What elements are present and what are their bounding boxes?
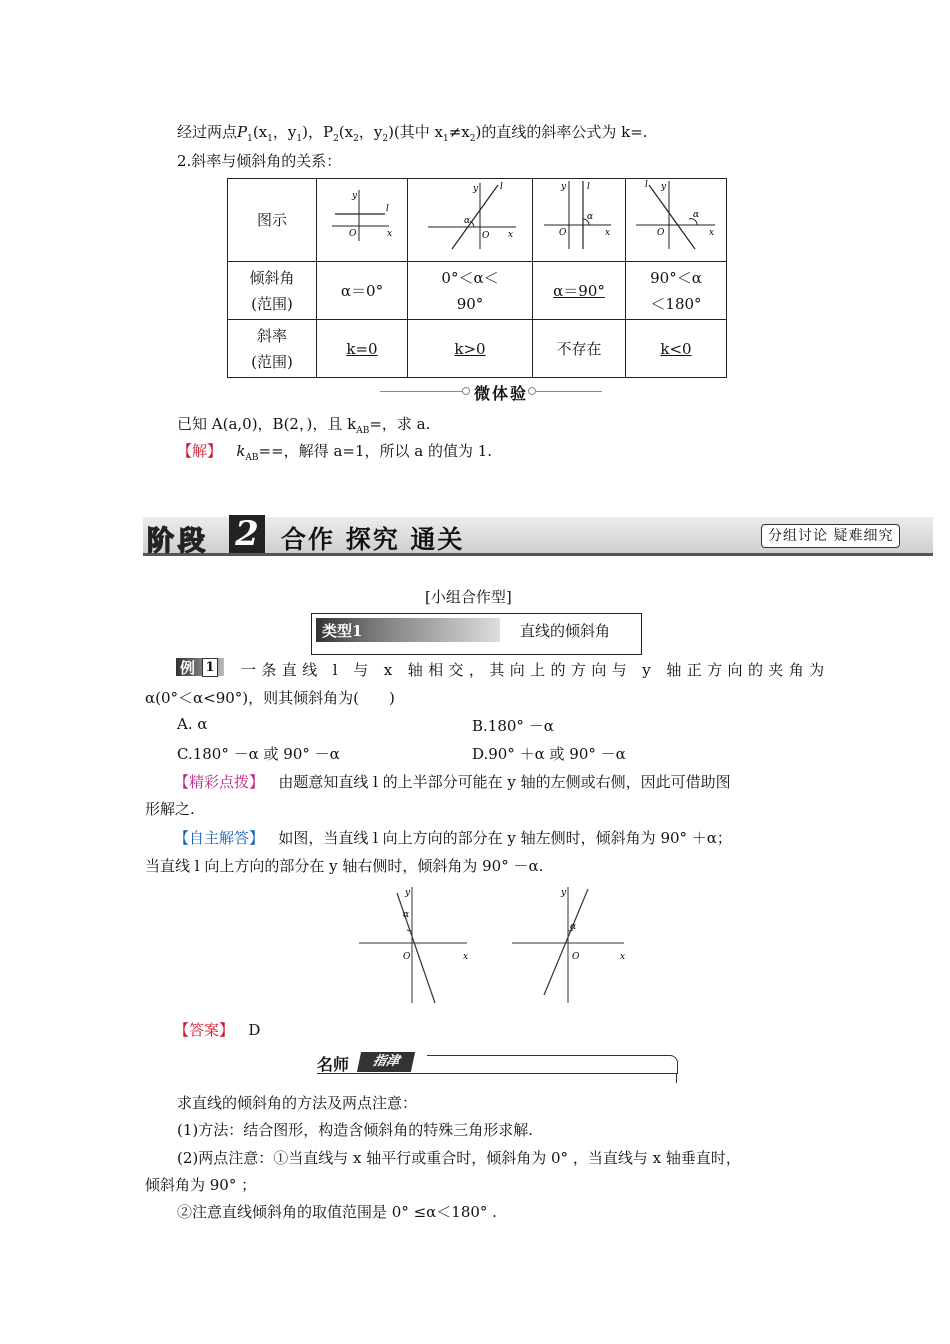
stage-number: 2 bbox=[229, 515, 265, 553]
hint-line2: 形解之. bbox=[145, 800, 195, 818]
stage-title: 合作 探究 通关 bbox=[281, 525, 465, 554]
svg-text:y: y bbox=[473, 184, 479, 194]
angle-obtuse: 90°＜α ＜180° bbox=[626, 262, 727, 320]
svg-text:O: O bbox=[657, 228, 665, 238]
micro-problem: 已知 A(a,0)，B(2，)，且 $k_{AB}=$，求 a. bbox=[177, 415, 431, 436]
svg-text:α: α bbox=[464, 216, 471, 226]
svg-text:O: O bbox=[559, 228, 567, 238]
relation-heading: 2.斜率与倾斜角的关系： bbox=[177, 152, 342, 170]
micro-title: 微体验 bbox=[474, 384, 529, 403]
svg-text:y: y bbox=[561, 888, 567, 898]
svg-text:α: α bbox=[570, 922, 577, 932]
svg-text:O: O bbox=[482, 231, 490, 241]
example-line2: α(0°＜α<90°)，则其倾斜角为( ) bbox=[145, 689, 395, 707]
option-b: B.180° －α bbox=[472, 717, 554, 735]
svg-text:x: x bbox=[463, 952, 469, 962]
option-a: A. α bbox=[177, 715, 208, 733]
type-box bbox=[311, 613, 642, 655]
hint-line1: 【精彩点拨】 由题意知直线 l 的上半部分可能在 y 轴的左侧或右侧，因此可借助图 bbox=[174, 773, 731, 791]
svg-text:O: O bbox=[403, 952, 411, 962]
svg-text:y: y bbox=[661, 182, 667, 192]
intro-formula-line: 经过两点$P_1(x_1$，$y_1$)，$P_2(x_2$，$y_2$)(其中 $x_1\ne x_2$)的直线的斜率公式为 k=. bbox=[177, 123, 648, 144]
svg-text:α: α bbox=[403, 910, 410, 920]
teacher-line1: 求直线的倾斜角的方法及两点注意： bbox=[177, 1094, 418, 1112]
solution-figure-right bbox=[508, 883, 628, 1008]
stage-tag: 分组讨论 疑难细究 bbox=[761, 524, 900, 548]
svg-text:x: x bbox=[605, 228, 611, 238]
svg-text:l: l bbox=[645, 180, 648, 190]
teacher-line5: ②注意直线倾斜角的取值范围是 0° ≤α＜180° . bbox=[177, 1203, 497, 1221]
figure-horizontal bbox=[317, 179, 408, 262]
svg-text:l: l bbox=[587, 182, 590, 192]
group-label: [小组合作型] bbox=[425, 588, 512, 606]
teacher-line3: (2)两点注意：①当直线与 x 轴平行或重合时，倾斜角为 0° ，当直线与 x 轴垂直时， bbox=[177, 1149, 741, 1167]
svg-text:α: α bbox=[587, 212, 594, 222]
option-c: C.180° －α 或 90° －α bbox=[177, 745, 340, 763]
row-header-figure: 图示 bbox=[228, 179, 317, 262]
row-header-angle: 倾斜角 (范围) bbox=[228, 262, 317, 320]
micro-divider bbox=[380, 381, 602, 401]
teacher-tag2: 指津 bbox=[357, 1052, 415, 1072]
slope-negative: k<0 bbox=[626, 320, 727, 378]
angle-acute: 0°＜α＜ 90° bbox=[408, 262, 533, 320]
angle-right: α＝90° bbox=[533, 262, 626, 320]
type-title: 直线的倾斜角 bbox=[520, 622, 611, 640]
figure-acute bbox=[408, 179, 533, 262]
solution-line1: 【自主解答】 如图，当直线 l 向上方向的部分在 y 轴左侧时，倾斜角为 90° ＋α； bbox=[174, 829, 732, 847]
svg-text:x: x bbox=[620, 952, 626, 962]
svg-text:l: l bbox=[386, 204, 389, 214]
example-tag: 例 1 bbox=[176, 658, 224, 676]
slope-undefined: 不存在 bbox=[533, 320, 626, 378]
angle-zero: α＝0° bbox=[317, 262, 408, 320]
solution-line2: 当直线 l 向上方向的部分在 y 轴右侧时，倾斜角为 90° －α. bbox=[145, 857, 544, 875]
svg-text:O: O bbox=[572, 952, 580, 962]
teacher-header bbox=[317, 1052, 677, 1082]
option-d: D.90° ＋α 或 90° －α bbox=[472, 745, 626, 763]
svg-text:x: x bbox=[709, 228, 715, 238]
svg-text:O: O bbox=[349, 229, 357, 239]
svg-text:y: y bbox=[405, 888, 411, 898]
svg-text:x: x bbox=[387, 229, 393, 239]
svg-text:y: y bbox=[561, 182, 567, 192]
row-header-slope: 斜率 (范围) bbox=[228, 320, 317, 378]
slope-zero: k=0 bbox=[317, 320, 408, 378]
teacher-line2: (1)方法：结合图形，构造含倾斜角的特殊三角形求解. bbox=[177, 1121, 534, 1139]
figure-vertical bbox=[533, 179, 626, 262]
svg-text:x: x bbox=[508, 230, 514, 240]
answer: 【答案】 D bbox=[174, 1021, 261, 1039]
svg-text:α: α bbox=[693, 210, 700, 220]
figure-obtuse bbox=[626, 179, 727, 262]
stage-label: 阶段 bbox=[147, 526, 209, 557]
example-line1: 一条直线 l 与 x 轴相交，其向上的方向与 y 轴正方向的夹角为 bbox=[241, 661, 830, 679]
stage-banner bbox=[143, 514, 933, 557]
solution-figure-left bbox=[355, 883, 475, 1008]
teacher-tag1: 名师 bbox=[317, 1055, 350, 1074]
type-label: 类型1 bbox=[322, 622, 363, 640]
svg-text:y: y bbox=[352, 191, 358, 201]
teacher-line4: 倾斜角为 90° ； bbox=[145, 1176, 257, 1194]
micro-solution: 【解】 $k_{AB}==$，解得 a=1，所以 a 的值为 1. bbox=[177, 442, 493, 463]
slope-angle-table bbox=[227, 178, 727, 378]
slope-positive: k>0 bbox=[408, 320, 533, 378]
svg-text:l: l bbox=[500, 182, 503, 192]
